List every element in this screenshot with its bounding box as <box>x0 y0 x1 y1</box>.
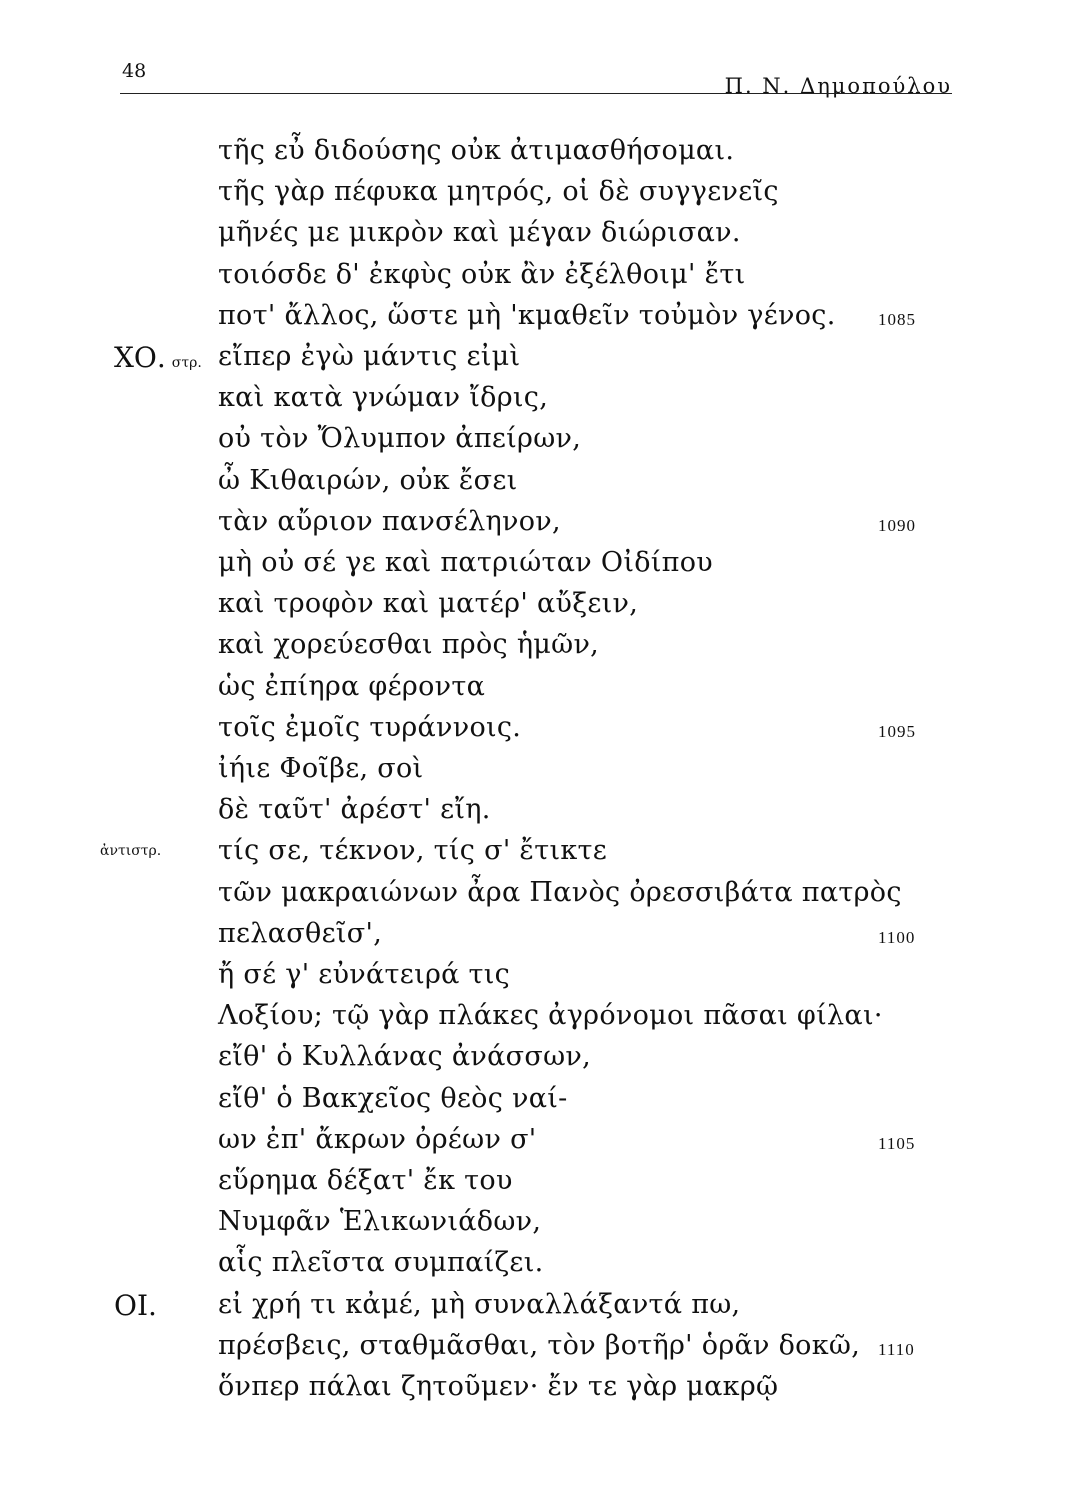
verse-line <box>0 959 1090 997</box>
verse-text: ἰήιε Φοῖβε, σοὶ <box>218 753 424 784</box>
verse-text: ὦ Κιθαιρών, οὐκ ἔσει <box>218 464 518 496</box>
verse-text: πρέσβεις, σταθμᾶσθαι, τὸν βοτῆρ' ὁρᾶν δοκῶ, <box>218 1329 861 1361</box>
line-number: 1085 <box>878 309 916 329</box>
verse-line <box>0 753 1090 791</box>
verse-text: ὅνπερ πάλαι ζητοῦμεν· ἔν τε γὰρ μακρῷ <box>218 1371 779 1402</box>
verse-text: πελασθεῖσ', <box>218 917 383 949</box>
speaker-name: ΟΙ. <box>114 1288 157 1322</box>
verse-text: Νυμφᾶν Ἑλικωνιάδων, <box>218 1206 542 1238</box>
verse-line <box>0 877 1090 915</box>
speaker-label <box>114 341 202 374</box>
verse-text: τίς σε, τέκνον, τίς σ' ἔτικτε <box>218 835 608 867</box>
verse-line <box>0 1124 1090 1162</box>
verse-text: καὶ τροφὸν καὶ ματέρ' αὔξειν, <box>218 588 639 620</box>
verse-text: Λοξίου; τῷ γὰρ πλάκες ἀγρόνομοι πᾶσαι φίλαι· <box>218 1000 883 1032</box>
verse-line <box>0 1371 1090 1409</box>
verse-text: καὶ κατὰ γνώμαν ἴδρις, <box>218 382 549 414</box>
verse-text: τῆς εὖ διδούσης οὐκ ἀτιμασθήσομαι. <box>218 135 735 166</box>
verse-line <box>0 506 1090 544</box>
verse-text: τῶν μακραιώνων ἆρα Πανὸς ὀρεσσιβάτα πατρὸς <box>218 876 902 908</box>
verse-line <box>0 918 1090 956</box>
speaker-label <box>114 1289 157 1322</box>
line-number: 1100 <box>878 927 916 947</box>
verse-line <box>0 465 1090 503</box>
verse-line <box>0 835 1090 873</box>
verse-line <box>0 1165 1090 1203</box>
verse-line <box>0 1330 1090 1368</box>
running-head: Π. Ν. Δημοπούλου <box>724 74 952 98</box>
strophe-marker: στρ. <box>171 355 202 371</box>
verse-line <box>0 629 1090 667</box>
verse-line <box>0 423 1090 461</box>
verse-line <box>0 259 1090 297</box>
verse-line <box>0 1041 1090 1079</box>
page-number: 48 <box>122 60 147 82</box>
header-rule <box>120 93 952 94</box>
verse-line <box>0 1083 1090 1121</box>
verse-text: εἴθ' ὁ Κυλλάνας ἀνάσσων, <box>218 1041 592 1073</box>
verse-line <box>0 712 1090 750</box>
verse-line <box>0 176 1090 214</box>
verse-text: εἰ χρή τι κἀμέ, μὴ συναλλάξαντά πω, <box>218 1288 741 1320</box>
verse-text: οὐ τὸν Ὄλυμπον ἀπείρων, <box>218 423 582 455</box>
verse-text: τὰν αὔριον πανσέληνον, <box>218 505 561 537</box>
verse-line <box>0 217 1090 255</box>
verse-line <box>0 1206 1090 1244</box>
verse-line <box>0 341 1090 379</box>
verse-line <box>0 135 1090 173</box>
verse-text: τῆς γὰρ πέφυκα μητρός, οἱ δὲ συγγενεῖς <box>218 176 779 208</box>
verse-text: τοιόσδε δ' ἐκφὺς οὐκ ἂν ἐξέλθοιμ' ἔτι <box>218 258 746 290</box>
verse-text: δὲ ταῦτ' ἀρέστ' εἴη. <box>218 794 491 826</box>
verse-line <box>0 671 1090 709</box>
verse-text: μὴ οὐ σέ γε καὶ πατριώταν Οἰδίπου <box>218 547 713 578</box>
verse-line <box>0 588 1090 626</box>
verse-text: αἷς πλεῖστα συμπαίζει. <box>218 1247 544 1279</box>
verse-line <box>0 1247 1090 1285</box>
verse-text: εἴθ' ὁ Βακχεῖος θεὸς ναί- <box>218 1082 568 1114</box>
verse-line <box>0 794 1090 832</box>
verse-text: ων ἐπ' ἄκρων ὀρέων σ' <box>218 1123 537 1155</box>
verse-line <box>0 547 1090 585</box>
verse-text: μῆνές με μικρὸν καὶ μέγαν διώρισαν. <box>218 217 741 249</box>
line-number: 1110 <box>878 1339 915 1359</box>
strophe-marker: ἀντιστρ. <box>100 843 162 860</box>
verse-line <box>0 300 1090 338</box>
line-number: 1095 <box>878 721 916 741</box>
verse-line <box>0 1000 1090 1038</box>
line-number: 1090 <box>878 515 916 535</box>
verse-text: ἤ σέ γ' εὐνάτειρά τις <box>218 959 511 990</box>
verse-text: εἴπερ ἐγὼ μάντις εἰμὶ <box>218 341 521 372</box>
speaker-name: ΧΟ. <box>114 341 166 374</box>
verse-text: εὕρημα δέξατ' ἔκ του <box>218 1165 513 1196</box>
verse-text: τοῖς ἐμοῖς τυράννοις. <box>218 711 522 743</box>
verse-text: ὡς ἐπίηρα φέροντα <box>218 670 486 702</box>
verse-text: ποτ' ἄλλος, ὥστε μὴ 'κμαθεῖν τοὐμὸν γένος. <box>218 299 836 331</box>
verse-line <box>0 382 1090 420</box>
verse-text: καὶ χορεύεσθαι πρὸς ἡμῶν, <box>218 629 600 661</box>
line-number: 1105 <box>878 1133 916 1153</box>
verse-line <box>0 1289 1090 1327</box>
